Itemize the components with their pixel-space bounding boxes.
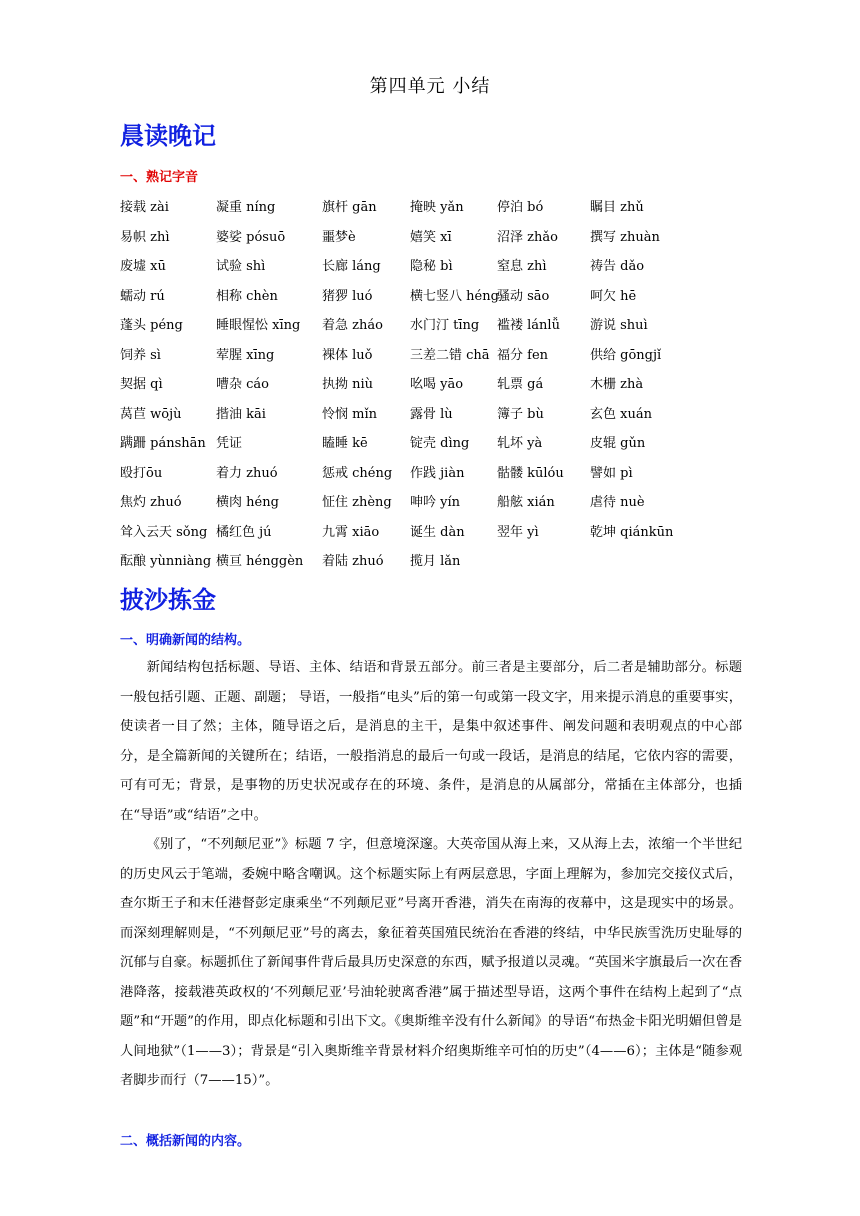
vocab-item: 窒息 zhì (497, 259, 547, 274)
vocab-item: 露骨 lù (410, 406, 453, 422)
vocab-item: 橘红色 jú (216, 524, 272, 540)
vocab-row (0, 432, 860, 454)
vocab-item: 譬如 pì (590, 465, 633, 481)
vocab-item: 三差二错 chā (410, 347, 490, 363)
vocab-item: 诞生 dàn (410, 524, 465, 540)
vocab-item: 着急 zháo (322, 318, 383, 333)
vocab-item: 皮辊 gǔn (590, 436, 646, 451)
vocab-item: 猪猡 luó (322, 288, 373, 304)
vocab-item: 吆喝 yāo (410, 377, 464, 392)
vocab-item: 簿子 bù (497, 406, 544, 422)
vocab-item: 揩油 kāi (216, 406, 266, 422)
vocab-row (0, 373, 860, 395)
vocab-item: 瞩目 zhǔ (590, 200, 644, 215)
vocab-item: 木栅 zhà (590, 377, 644, 392)
vocab-item: 婆娑 pósuō (216, 229, 286, 245)
vocab-item: 瞌睡 kē (322, 436, 368, 451)
vocab-item: 惩戒 chéng (322, 465, 393, 481)
vocab-item: 褴褛 lánlǚ (497, 318, 560, 333)
vocab-item: 凭证 (216, 436, 243, 451)
subheading-structure: 一、明确新闻的结构。 (120, 633, 251, 648)
vocab-item: 殴打ōu (120, 465, 163, 481)
vocab-item: 掩映 yǎn (410, 200, 464, 215)
vocab-item: 福分 fen (497, 347, 549, 363)
vocab-item: 长廊 láng (322, 259, 381, 274)
vocab-row (0, 196, 860, 218)
vocab-item: 骷髅 kūlóu (497, 465, 564, 481)
vocab-item: 凝重 níng (216, 200, 276, 215)
vocab-row (0, 226, 860, 248)
vocab-item: 祷告 dǎo (590, 259, 645, 274)
vocab-item: 饲养 sì (120, 347, 161, 363)
vocab-item: 怜悯 mǐn (322, 406, 377, 422)
vocab-item: 接载 zài (120, 200, 169, 215)
vocab-item: 莴苣 wōjù (120, 406, 182, 422)
vocab-item: 试验 shì (216, 259, 266, 274)
vocab-item: 横七竖八 héng (410, 288, 499, 304)
vocab-row (0, 403, 860, 425)
vocab-row (0, 285, 860, 307)
vocab-item: 游说 shuì (590, 318, 648, 333)
vocab-item: 旗杆 gān (322, 200, 377, 215)
vocab-item: 沼泽 zhǎo (497, 229, 558, 245)
vocab-row (0, 255, 860, 277)
vocab-item: 隐秘 bì (410, 259, 453, 274)
vocab-item: 九霄 xiāo (322, 524, 380, 540)
vocab-item: 荤腥 xīng (216, 347, 275, 363)
subheading-zhuyin: 一、熟记字音 (120, 170, 199, 185)
vocab-item: 契据 qì (120, 377, 163, 392)
vocab-row (0, 521, 860, 543)
vocab-item: 揽月 lǎn (410, 554, 461, 569)
vocab-item: 呵欠 hē (590, 288, 637, 304)
vocab-item: 水门汀 tīng (410, 318, 480, 333)
vocab-item: 易帜 zhì (120, 229, 170, 245)
vocab-item: 裸体 luǒ (322, 347, 373, 363)
vocab-row (0, 314, 860, 336)
subheading-content: 二、概括新闻的内容。 (120, 1134, 251, 1149)
vocab-item: 相称 chèn (216, 288, 278, 304)
vocab-item: 呻吟 yín (410, 495, 461, 510)
vocab-item: 耸入云天 sǒng (120, 524, 208, 540)
section-heading-chendu: 晨读晚记 (120, 122, 216, 150)
vocab-item: 横亘 hénggèn (216, 554, 304, 569)
vocab-item: 酝酿 yùnniàng (120, 554, 212, 569)
vocab-item: 嬉笑 xī (410, 229, 452, 245)
vocab-item: 作践 jiàn (410, 465, 465, 481)
vocab-item: 虐待 nuè (590, 495, 645, 510)
vocab-item: 翌年 yì (497, 524, 539, 540)
vocab-item: 轧票 gá (497, 377, 544, 392)
vocab-item: 执拗 niù (322, 377, 374, 392)
vocab-item: 轧坏 yà (497, 436, 543, 451)
section-heading-pisha: 披沙拣金 (120, 586, 216, 614)
vocab-item: 骚动 sāo (497, 288, 550, 304)
vocab-item: 废墟 xū (120, 259, 166, 274)
vocab-item: 锭壳 dìng (410, 436, 470, 451)
vocab-item: 噩梦è (322, 229, 356, 245)
vocab-item: 蹒跚 pánshān (120, 436, 206, 451)
vocab-item: 焦灼 zhuó (120, 495, 182, 510)
vocab-item: 乾坤 qiánkūn (590, 524, 674, 540)
vocab-item: 怔住 zhèng (322, 495, 392, 510)
vocab-row (0, 491, 860, 513)
page-title: 第四单元 小结 (369, 76, 491, 97)
vocab-item: 嘈杂 cáo (216, 377, 269, 392)
vocab-item: 供给 gōngjǐ (590, 347, 662, 363)
vocab-item: 玄色 xuán (590, 406, 652, 422)
vocab-item: 蠕动 rú (120, 288, 165, 304)
vocab-item: 着力 zhuó (216, 465, 278, 481)
vocab-row (0, 462, 860, 484)
vocab-item: 船舷 xián (497, 495, 555, 510)
vocab-row (0, 550, 860, 572)
vocab-item: 蓬头 péng (120, 318, 183, 333)
vocab-item: 停泊 bó (497, 200, 544, 215)
vocab-item: 横肉 héng (216, 495, 279, 510)
vocab-item: 睡眼惺忪 xīng (216, 318, 301, 333)
paragraph-structure: 新闻结构包括标题、导语、主体、结语和背景五部分。前三者是主要部分，后二者是辅助部分。标题一般包括引题、正题、副题； 导语，一般指“电头”后的第一句或第一段文字，用来提示消息的重要事实，使读者一目了然；主体，随导语之后，是消息的主干，是集中叙述事件、阐发问题和表明观点的中心部分，是全篇新闻的关键所在；结语，一般指消息的最后一句或一段话，是消息的结尾，它依内容的需要，可有可无；背景，是事物的历史状况或存在的环境、条件，是消息的从属部分，常插在主体部分，也插在“导语”或“结语”之中。 (120, 660, 742, 823)
paragraph-bielie: 《别了，“不列颠尼亚”》标题 7 字，但意境深邃。大英帝国从海上来，又从海上去，浓缩一个半世纪的历史风云于笔端，委婉中略含嘲讽。这个标题实际上有两层意思，字面上理解为，参加完交接仪式后，查尔斯王子和末任港督彭定康乘坐“不列颠尼亚”号离开香港，消失在南海的夜幕中，这是现实中的场景。而深刻理解则是，“不列颠尼亚”号的离去，象征着英国殖民统治在香港的终结，中华民族雪洗历史耻辱的沉郁与自豪。标题抓住了新闻事件背后最具历史深意的东西，赋予报道以灵魂。“英国米字旗最后一次在香港降落，接载港英政权的‘不列颠尼亚’号油轮驶离香港”属于描述型导语，这两个事件在结构上起到了“点题”和“开题”的作用，即点化标题和引出下文。《奥斯维辛没有什么新闻》的导语“布热金卡阳光明媚但曾是人间地狱”（1——3）；背景是“引入奥斯维辛背景材料介绍奥斯维辛可怕的历史”（4——6）；主体是“随参观者脚步而行（7——15）”。 (120, 837, 742, 1088)
vocab-item: 着陆 zhuó (322, 554, 384, 569)
vocab-row (0, 344, 860, 366)
vocab-item: 撰写 zhuàn (590, 229, 660, 245)
